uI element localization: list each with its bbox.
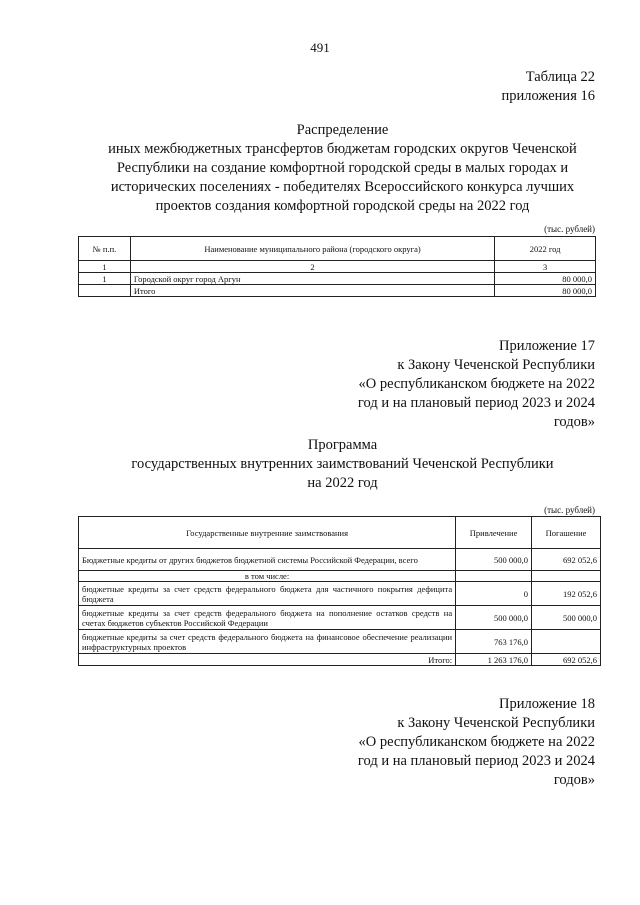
row-name: Городской округ город Аргун (130, 273, 494, 285)
appendix-line: Приложение 18 (499, 696, 595, 712)
row-num (79, 285, 131, 297)
appendix-line: к Закону Чеченской Республики (397, 715, 595, 731)
row-attract: 1 263 176,0 (456, 654, 532, 666)
row-value: 80 000,0 (495, 285, 596, 297)
table22-units: (тыс. рублей) (544, 224, 595, 234)
row-repay: 192 052,6 (532, 582, 601, 606)
row-value: 80 000,0 (495, 273, 596, 285)
row-repay: 692 052,6 (532, 549, 601, 571)
appendix-line: год и на плановый период 2023 и 2024 (357, 395, 595, 411)
appendix-line: «О республиканском бюджете на 2022 (358, 734, 595, 750)
header-num: № п.п. (79, 237, 131, 261)
row-attract: 500 000,0 (456, 549, 532, 571)
title-line: государственных внутренних заимствований Чеченской Республики (131, 456, 554, 472)
appendix-line: «О республиканском бюджете на 2022 (358, 376, 595, 392)
row-attract (456, 571, 532, 582)
appendix-line: год и на плановый период 2023 и 2024 (357, 753, 595, 769)
row-name: бюджетные кредиты за счет средств федерального бюджета на финансовое обеспечение реализации инфраструктурных проектов (79, 630, 456, 654)
title-line: исторических поселениях - победителях Всероссийского конкурса лучших (110, 179, 575, 195)
table-row (79, 630, 601, 654)
table-row (79, 582, 601, 606)
row-name: Итого (130, 285, 494, 297)
colnum: 1 (79, 261, 131, 273)
row-num: 1 (79, 273, 131, 285)
row-repay (532, 630, 601, 654)
row-name: Бюджетные кредиты от других бюджетов бюджетной системы Российской Федерации, всего (79, 549, 456, 571)
header-repay: Погашение (532, 517, 601, 549)
table22-caption (502, 68, 595, 106)
caption-line: приложения 16 (501, 88, 595, 104)
row-repay: 692 052,6 (532, 654, 601, 666)
title-line: проектов создания комфортной городской среды на 2022 год (155, 198, 530, 214)
title-line: Республики на создание комфортной городской среды в малых городах и (116, 160, 569, 176)
title-line: Распределение (296, 122, 389, 138)
colnum: 3 (495, 261, 596, 273)
appendix-line: к Закону Чеченской Республики (397, 357, 595, 373)
table-row (79, 549, 601, 571)
borrowing-table (78, 516, 601, 666)
row-name: в том числе: (79, 571, 456, 582)
table-row (79, 273, 596, 285)
row-attract: 763 176,0 (456, 630, 532, 654)
row-attract: 500 000,0 (456, 606, 532, 630)
table-row (79, 285, 596, 297)
appendix-line: годов» (553, 414, 595, 430)
borrowing-units: (тыс. рублей) (544, 505, 595, 515)
colnum: 2 (130, 261, 494, 273)
header-name: Государственные внутренние заимствования (79, 517, 456, 549)
header-name: Наименование муниципального района (городского округа) (130, 237, 494, 261)
title-line: иных межбюджетных трансфертов бюджетам городских округов Чеченской (108, 141, 577, 157)
row-repay: 500 000,0 (532, 606, 601, 630)
row-name: бюджетные кредиты за счет средств федерального бюджета на пополнение остатков средств на счетах бюджетов субъектов Российской Федерации (79, 606, 456, 630)
table-row (79, 654, 601, 666)
appendix18 (358, 695, 595, 790)
table22-title (80, 121, 605, 216)
header-year: 2022 год (495, 237, 596, 261)
table22 (78, 236, 596, 297)
table-row (79, 571, 601, 582)
row-attract: 0 (456, 582, 532, 606)
page-number: 491 (310, 40, 330, 55)
row-name: Итого: (79, 654, 456, 666)
table-row (79, 606, 601, 630)
title-line: на 2022 год (307, 475, 378, 491)
appendix17 (358, 337, 595, 432)
program-title (80, 436, 605, 493)
header-attract: Привлечение (456, 517, 532, 549)
row-name: бюджетные кредиты за счет средств федерального бюджета для частичного покрытия дефицита бюджета (79, 582, 456, 606)
appendix-line: годов» (553, 772, 595, 788)
row-repay (532, 571, 601, 582)
caption-line: Таблица 22 (525, 69, 595, 85)
title-line: Программа (307, 437, 378, 453)
appendix-line: Приложение 17 (499, 338, 595, 354)
